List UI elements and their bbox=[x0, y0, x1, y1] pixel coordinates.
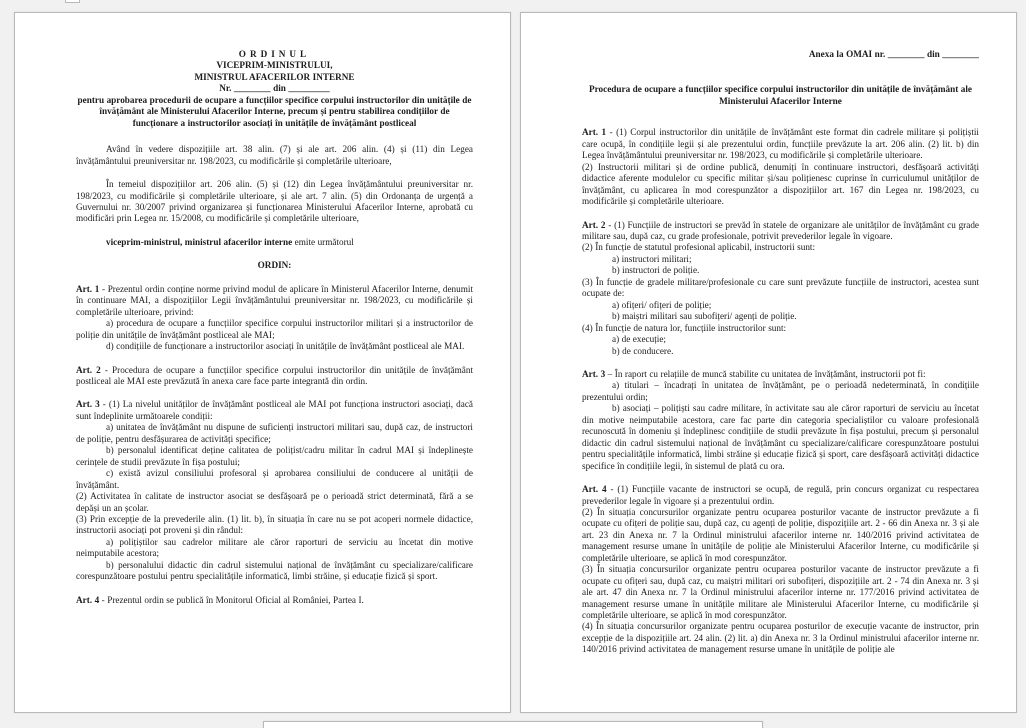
paragraph: Art. 3 – În raport cu relațiile de muncă stabilite cu unitatea de învățământ, instructorii pot fi: bbox=[582, 368, 926, 379]
paragraph: viceprim-ministrul, ministrul afacerilor interne emite următorul bbox=[106, 236, 354, 247]
paragraph: Art. 4 - Prezentul ordin se publică în Monitorul Oficial al României, Partea I. bbox=[76, 594, 364, 605]
paragraph: Art. 2 - Procedura de ocupare a funcțiilor specifice corpului instructorilor din unitățile de învățământ postliceal ale MAI este prevăzută în anexa care face parte integrantă din ordin. bbox=[76, 364, 473, 386]
paragraph: a) procedura de ocupare a funcțiilor specifice corpului instructorilor militari și a instructorilor de poliție din unitățile de învățământ postliceal ale MAI; bbox=[76, 318, 473, 340]
paragraph: Nr. ________ din _________ bbox=[219, 83, 330, 94]
paragraph: b) maiștri militari sau subofițeri/ agenți de poliție. bbox=[612, 311, 797, 322]
paragraph: Anexa la OMAI nr. ________ din ________ bbox=[808, 49, 979, 59]
next-page-top-edge[interactable] bbox=[263, 721, 763, 728]
paragraph: (2) În funcție de statutul profesional aplicabil, instructorii sunt: bbox=[582, 242, 816, 253]
paragraph: (4) În situația concursurilor organizate pentru ocuparea posturilor de execuție vacante de instructor, prin excepție de la dispozițiile art. 24 alin. (2) lit. a) din Anexa nr. 3 la Ordinul ministrului afacerilor interne nr. 140/2016 privind activitatea de management resurse umane în unitățile de poliție ale bbox=[582, 621, 979, 655]
paragraph: (3) Prin excepție de la prevederile alin. (1) lit. b), în situația în care nu se pot acoperi normele didactice, instructorii asociați pot proveni și din rândul: bbox=[76, 513, 473, 536]
paragraph: (3) În funcție de gradele militare/profesionale cu care sunt prevăzute funcțiile de instructori, acestea sunt ocupate de: bbox=[582, 276, 979, 299]
page-2-content bbox=[582, 49, 979, 712]
paragraph: (2) În situația concursurilor organizate pentru ocuparea posturilor vacante de instructor prevăzute a fi ocupate cu ofițeri de poliție sau, după caz, cu agenți de poliție, dispozițiile art. 2 - 66 din Anexa nr. 3 și ale art. 23 din Anexa nr. 7 la Ordinul ministrului afacerilor interne nr. 140/2016 privind activitatea de management resurse umane în unitățile de poliție ale Ministerului Afacerilor Interne, cu modificările și completările ulterioare, se aplică în mod corespunzător. bbox=[582, 506, 979, 563]
paragraph: a) instructori militari; bbox=[612, 253, 692, 264]
paragraph: Art. 1 - (1) Corpul instructorilor din unitățile de învățământ este format din cadrele militare și polițiștii care ocupă, în condițiile legii și ale prezentului ordin, funcțiile prevăzute la art. 206 alin. (2) lit. b) din Legea învățământului preuniversitar nr. 198/2023, cu modificările și completările ulterioare. bbox=[582, 127, 979, 161]
paragraph: d) condițiile de funcționare a instructorilor asociați în unitățile de învățământ postliceal ale MAI. bbox=[106, 341, 465, 352]
previous-page-fragment bbox=[65, 0, 80, 3]
paragraph: În temeiul dispozițiilor art. 206 alin. (5) și (12) din Legea învățământului preuniversitar nr. 198/2023, cu modificările și completările ulterioare, și ale art. 7 alin. (5) din Ordonanța de urgență a Guvernului nr. 30/2007 privind organizarea și funcționarea Ministerului Afacerilor Interne, aprobată cu modificări prin Legea nr. 15/2008, cu modificările și completările ulterioare, bbox=[76, 179, 473, 224]
paragraph: Art. 2 - (1) Funcțiile de instructori se prevăd în statele de organizare ale unităților de învățământ cu grade militare sau, după caz, cu grade profesionale, potrivit prevederilor legale în vigoare. bbox=[582, 219, 979, 241]
document-page-1[interactable] bbox=[14, 12, 511, 713]
paragraph: b) instructori de poliție. bbox=[612, 265, 700, 276]
paragraph: b) asociați – polițiști sau cadre militare, în activitate sau ale căror raporturi de serviciu au încetat din motive neimputabile acestora, care fac parte din categoria specialiștilor cu valoare profesională recunoscută în domeniu și îndeplinesc condițiile de studii prevăzute în fișa postului, precum și personalul didactic din cadrul sistemului național de învățământ cu specializare/calificare corespunzătoare postului pentru specialitățile informatică, limbi străine și educație fizică și sport, care desfășoară activități didactice specifice în condițiile legii, în sistemul de plată cu ora. bbox=[582, 403, 979, 471]
paragraph: b) personalului didactic din cadrul sistemului național de învățământ cu specializare/calificare corespunzătoare postului pentru specialitățile informatică, limbi străine, și educație fizică și sport. bbox=[76, 559, 473, 582]
paragraph: (3) În situația concursurilor organizate pentru ocuparea posturilor vacante de instructor prevăzute a fi ocupate cu ofițeri sau, după caz, cu maiștri militari ori subofițeri, dispozițiile art. 2 - 74 din Anexa nr. 3 și ale art. 47 din Anexa nr. 7 la Ordinul ministrului afacerilor interne nr. 177/2016 privind activitatea de management resurse umane în unitățile militare ale Ministerului Afacerilor Interne, cu modificările și completările ulterioare, se aplică în mod corespunzător. bbox=[582, 564, 979, 621]
paragraph: a) titulari – încadrați în unitatea de învățământ, pe o perioadă nedeterminată, în condițiile prezentului ordin; bbox=[582, 380, 979, 402]
paragraph: (4) În funcție de natura lor, funcțiile instructorilor sunt: bbox=[582, 322, 787, 333]
paragraph: a) polițiștilor sau cadrelor militare ale căror raporturi de serviciu au încetat din motive neimputabile acestora; bbox=[76, 536, 473, 559]
paragraph: a) unitatea de învățământ nu dispune de suficienți instructori militari sau, după caz, de instructori de poliție, pentru desfășurarea de activități specifice; bbox=[76, 422, 473, 444]
paragraph: c) există avizul consiliului profesoral și aprobarea consiliului de conducere al unității de învățământ. bbox=[76, 468, 473, 490]
paragraph: ORDIN: bbox=[257, 260, 292, 271]
paragraph: MINISTRUL AFACERILOR INTERNE bbox=[194, 71, 355, 82]
page-1-content bbox=[76, 49, 473, 712]
document-page-2[interactable] bbox=[520, 12, 1017, 713]
paragraph: b) de conducere. bbox=[612, 345, 674, 356]
paragraph: (2) Instructorii militari și de ordine publică, denumiți în continuare instructori, desfășoară activități didactice aferente modulelor cu specific militar și/sau polițienesc cuprinse în curriculumul unităților de învățământ, cu aplicarea în mod corespunzător a dispozițiilor art. 167 din Legea nr. 198/2023, cu modificările și completările ulterioare. bbox=[582, 161, 979, 207]
paragraph: Art. 3 - (1) La nivelul unităților de învățământ postliceal ale MAI pot funcționa instructori asociați, dacă sunt îndeplinite următoarele condiții: bbox=[76, 399, 473, 421]
paragraph: (2) Activitatea în calitate de instructor asociat se desfășoară pe o perioadă strict determinată, fără a se depăși un an școlar. bbox=[76, 491, 473, 513]
paragraph: VICEPRIM-MINISTRULUI, bbox=[216, 60, 333, 71]
paragraph: pentru aprobarea procedurii de ocupare a funcțiilor specifice corpului instructorilor din unitățile de învățământ ale Ministerului Afacerilor Interne, precum și pentru stabilirea condițiilor de funcționare a instructorilor asociați în unitățile de învățământ postliceal bbox=[77, 94, 472, 128]
paragraph: a) ofițeri/ ofițeri de poliție; bbox=[612, 299, 712, 310]
paragraph: b) personalul identificat deține calitatea de polițist/cadru militar în cadrul MAI și îndeplinește cerințele de studii prevăzute în fișa postului; bbox=[76, 445, 473, 467]
paragraph: ORDINUL bbox=[238, 49, 311, 59]
paragraph: Art. 1 - Prezentul ordin conține norme privind modul de aplicare în Ministerul Afacerilor Interne, denumit în continuare MAI, a dispozițiilor Legii învățământului preuniversitar nr. 198/2023, cu modificările și completările ulterioare, privind: bbox=[76, 283, 473, 317]
paragraph: a) de execuție; bbox=[612, 334, 666, 345]
paragraph: Art. 4 - (1) Funcțiile vacante de instructori se ocupă, de regulă, prin concurs organizat cu respectarea prevederilor legale în vigoare și a prezentului ordin. bbox=[582, 484, 979, 506]
paragraph: Având în vedere dispozițiile art. 38 alin. (7) și ale art. 206 alin. (4) și (11) din Legea învățământului preuniversitar nr. 198/2023, cu modificările și completările ulterioare, bbox=[76, 144, 473, 166]
paragraph: Procedura de ocupare a funcțiilor specifice corpului instructorilor din unitățile de învățământ ale Ministerului Afacerilor Interne bbox=[589, 84, 972, 106]
